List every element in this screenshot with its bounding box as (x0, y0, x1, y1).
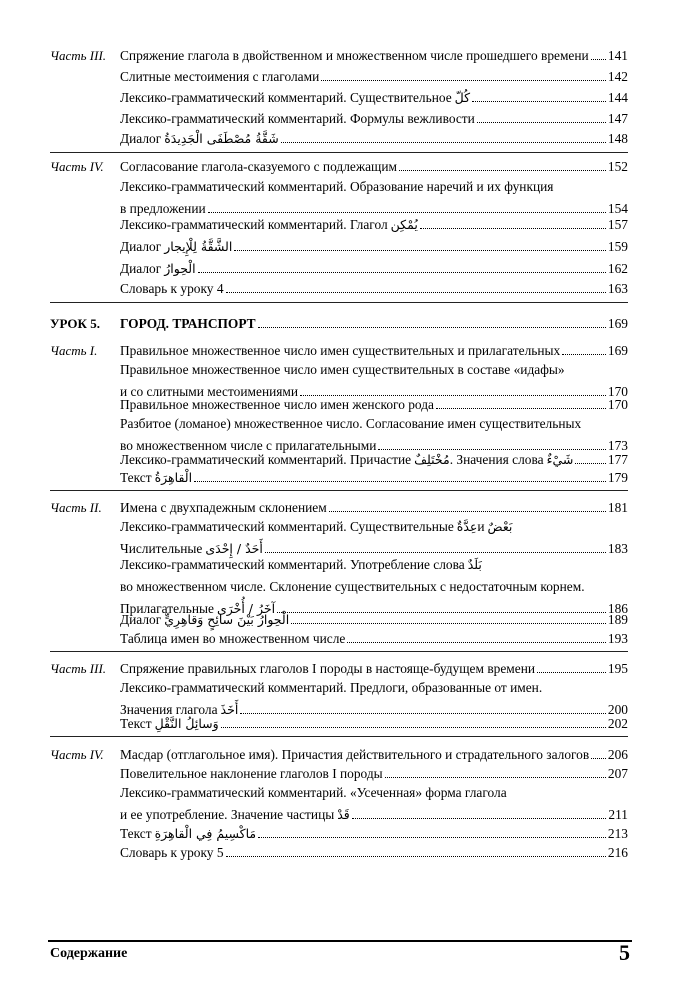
entry-title: Текст (120, 716, 152, 731)
arabic-term: يُمْكِن (390, 217, 418, 232)
leader-dots (347, 642, 606, 643)
entry-title-part: . Значения слова (449, 452, 544, 467)
page-number: 169 (607, 343, 628, 358)
toc-entry[interactable] (120, 214, 628, 236)
toc-entry[interactable] (120, 713, 628, 735)
entry-title: Лексико-грамматический комментарий. Употребление слова (120, 557, 465, 572)
section-divider (50, 302, 628, 303)
page-number: 144 (607, 90, 628, 105)
page-number: 163 (607, 281, 628, 296)
section-divider (50, 490, 628, 491)
page-number: 193 (607, 631, 628, 646)
arabic-term: عِدَّةٌ (456, 519, 478, 534)
leader-dots (575, 463, 606, 464)
toc-entry[interactable] (120, 782, 628, 826)
page-number: 170 (607, 384, 628, 399)
page-number: 179 (607, 470, 628, 485)
page-number: 195 (607, 661, 628, 676)
page-number: 200 (607, 702, 628, 717)
arabic-term: شَيْءٌ (546, 452, 574, 467)
arabic-term: الشَّقَّةُ لِلْإِيجار (164, 239, 233, 254)
page-number: 211 (608, 807, 628, 822)
entry-title: Спряжение глагола в двойственном и множественном числе прошедшего времени (120, 48, 589, 63)
toc-entry[interactable] (120, 87, 628, 109)
leader-dots (281, 142, 606, 143)
entry-title: Текст (120, 826, 152, 841)
leader-dots (436, 408, 606, 409)
entry-title-continued: во множественном числе. Склонение существительных с недостаточным корнем. (120, 579, 585, 594)
entry-title: Правильное множественное число имен существительных и прилагательных (120, 343, 561, 358)
section-label: Часть I. (50, 343, 98, 358)
leader-dots (321, 80, 606, 81)
entry-title: Лексико-грамматический комментарий. Формулы вежливости (120, 111, 475, 126)
arabic-term: مُخْتَلِفٌ (414, 452, 450, 467)
leader-dots (291, 623, 606, 624)
entry-title: Лексико-грамматический комментарий. «Усеченная» форма глагола (120, 785, 507, 800)
leader-dots (477, 122, 606, 123)
entry-title-continued: и ее употребление. Значение частицы (120, 807, 335, 822)
toc-entry[interactable] (120, 45, 628, 67)
entry-title: Лексико-грамматический комментарий. Глагол (120, 217, 388, 232)
leader-dots (329, 511, 606, 512)
page-number: 154 (607, 201, 628, 216)
page-number: 162 (607, 261, 628, 276)
leader-dots (234, 250, 606, 251)
entry-title: Словарь к уроку 4 (120, 281, 224, 296)
footer-title: Содержание (50, 946, 128, 961)
entry-title: Лексико-грамматический комментарий. Образование наречий и их функция (120, 179, 554, 194)
arabic-term: كُلّ (454, 90, 471, 105)
leader-dots (399, 170, 606, 171)
toc-entry[interactable] (120, 128, 628, 150)
leader-dots (537, 672, 606, 673)
entry-title: Правильное множественное число имен женского рода (120, 397, 434, 412)
section-label: Часть IV. (50, 747, 104, 762)
arabic-term: الْحِوارُ (164, 261, 196, 276)
page-number: 152 (607, 159, 628, 174)
arabic-term: شَقَّةُ مُصْطَفَى الْجَدِيدَةُ (164, 131, 279, 146)
entry-title: Диалог (120, 239, 162, 254)
leader-dots (208, 212, 606, 213)
leader-dots (591, 758, 606, 759)
arabic-term: وَسائِلُ النَّقْلِ (154, 716, 219, 731)
section-label: Часть III. (50, 48, 107, 63)
entry-title-continued: в предложении (120, 201, 206, 216)
leader-dots (352, 818, 607, 819)
arabic-term: بَعْضٌ (487, 519, 513, 534)
entry-title: Имена с двухпадежным склонением (120, 500, 327, 515)
entry-title: Лексико-грамматический комментарий. Причастие (120, 452, 412, 467)
toc-entry[interactable] (120, 156, 628, 178)
leader-dots (258, 327, 606, 328)
entry-title: Разбитое (ломаное) множественное число. Согласование имен существительных (120, 416, 582, 431)
leader-dots (221, 727, 606, 728)
leader-dots (258, 837, 606, 838)
page-number: 141 (607, 48, 628, 63)
leader-dots (265, 552, 606, 553)
entry-title: Диалог (120, 261, 162, 276)
toc-entry[interactable] (120, 842, 628, 864)
leader-dots (194, 481, 606, 482)
entry-title: Лексико-грамматический комментарий. Существительные (120, 519, 454, 534)
entry-title: Лексико-грамматический комментарий. Существительное (120, 90, 452, 105)
arabic-term: مَاكْسِيمُ فِي الْقاهِرَةِ (154, 826, 257, 841)
page-number: 202 (607, 716, 628, 731)
leader-dots (226, 856, 606, 857)
arabic-term: أَخَذَ (220, 702, 239, 717)
arabic-term: الْحِوارُ بَيْنَ سائِحٍ وَقاهِرِيٍّ (164, 612, 290, 627)
page-number: 148 (607, 131, 628, 146)
toc-entry[interactable] (120, 313, 628, 335)
entry-title: Слитные местоимения с глаголами (120, 69, 320, 84)
page-number: 183 (607, 541, 628, 556)
entry-title: Таблица имен во множественном числе (120, 631, 346, 646)
page-number: 142 (607, 69, 628, 84)
arabic-term: أَحَدٌ / إِحْدَى (205, 541, 263, 556)
leader-dots (198, 272, 606, 273)
entry-title-continued: Числительные (120, 541, 203, 556)
arabic-term: آخَرُ / أُخْرَى (216, 601, 276, 616)
toc-entry[interactable] (120, 108, 628, 130)
page-number: 147 (607, 111, 628, 126)
leader-dots (420, 228, 606, 229)
section-divider (50, 152, 628, 153)
page-number: 216 (607, 845, 628, 860)
arabic-term: الْقاهِرَةُ (154, 470, 193, 485)
arabic-term: قَدْ (337, 807, 350, 822)
entry-title: Повелительное наклонение глаголов I породы (120, 766, 383, 781)
entry-title: Спряжение правильных глаголов I породы в настояще-будущем времени (120, 661, 536, 676)
page-number: 189 (607, 612, 628, 627)
section-label: Часть III. (50, 661, 107, 676)
toc-entry[interactable] (120, 628, 628, 650)
page-number: 177 (607, 452, 628, 467)
page-number: 157 (607, 217, 628, 232)
footer-rule (48, 940, 632, 942)
page-number: 207 (607, 766, 628, 781)
page-number: 206 (607, 747, 628, 762)
arabic-term: بَلَدٌ (467, 557, 482, 572)
leader-dots (385, 777, 606, 778)
entry-title-continued: Значения глагола (120, 702, 218, 717)
leader-dots (472, 101, 606, 102)
page-number: 181 (607, 500, 628, 515)
entry-title-continued: и со слитными местоимениями (120, 384, 299, 399)
lesson-label: УРОК 5. (50, 316, 100, 331)
page-number: 170 (607, 397, 628, 412)
entry-title-part: и (477, 519, 485, 534)
entry-title-continued: Прилагательные (120, 601, 214, 616)
page-number: 159 (607, 239, 628, 254)
page-number: 173 (607, 438, 628, 453)
toc-entry[interactable] (120, 467, 628, 489)
entry-title: Текст (120, 470, 152, 485)
leader-dots (226, 292, 606, 293)
entry-title: Словарь к уроку 5 (120, 845, 224, 860)
entry-title: Правильное множественное число имен существительных в составе «идафы» (120, 362, 565, 377)
section-label: Часть II. (50, 500, 102, 515)
page-number: 213 (607, 826, 628, 841)
page-number: 186 (607, 601, 628, 616)
entry-title-continued: во множественном числе с прилагательными (120, 438, 377, 453)
section-divider (50, 736, 628, 737)
toc-entry[interactable] (120, 258, 628, 280)
toc-entry[interactable] (120, 66, 628, 88)
entry-title: Согласование глагола-сказуемого с подлежащим (120, 159, 397, 174)
page-number: 169 (607, 316, 628, 331)
entry-title: Диалог (120, 612, 162, 627)
footer-page-number: 5 (619, 940, 630, 965)
entry-title: Диалог (120, 131, 162, 146)
toc-entry[interactable] (120, 236, 628, 258)
section-label: Часть IV. (50, 159, 104, 174)
entry-title: Масдар (отглагольное имя). Причастия действительного и страдательного залогов (120, 747, 590, 762)
lesson-title: ГОРОД. ТРАНСПОРТ (120, 316, 256, 331)
leader-dots (562, 354, 606, 355)
section-divider (50, 651, 628, 652)
entry-title: Лексико-грамматический комментарий. Предлоги, образованные от имен. (120, 680, 543, 695)
leader-dots (591, 59, 606, 60)
toc-entry[interactable] (120, 278, 628, 300)
